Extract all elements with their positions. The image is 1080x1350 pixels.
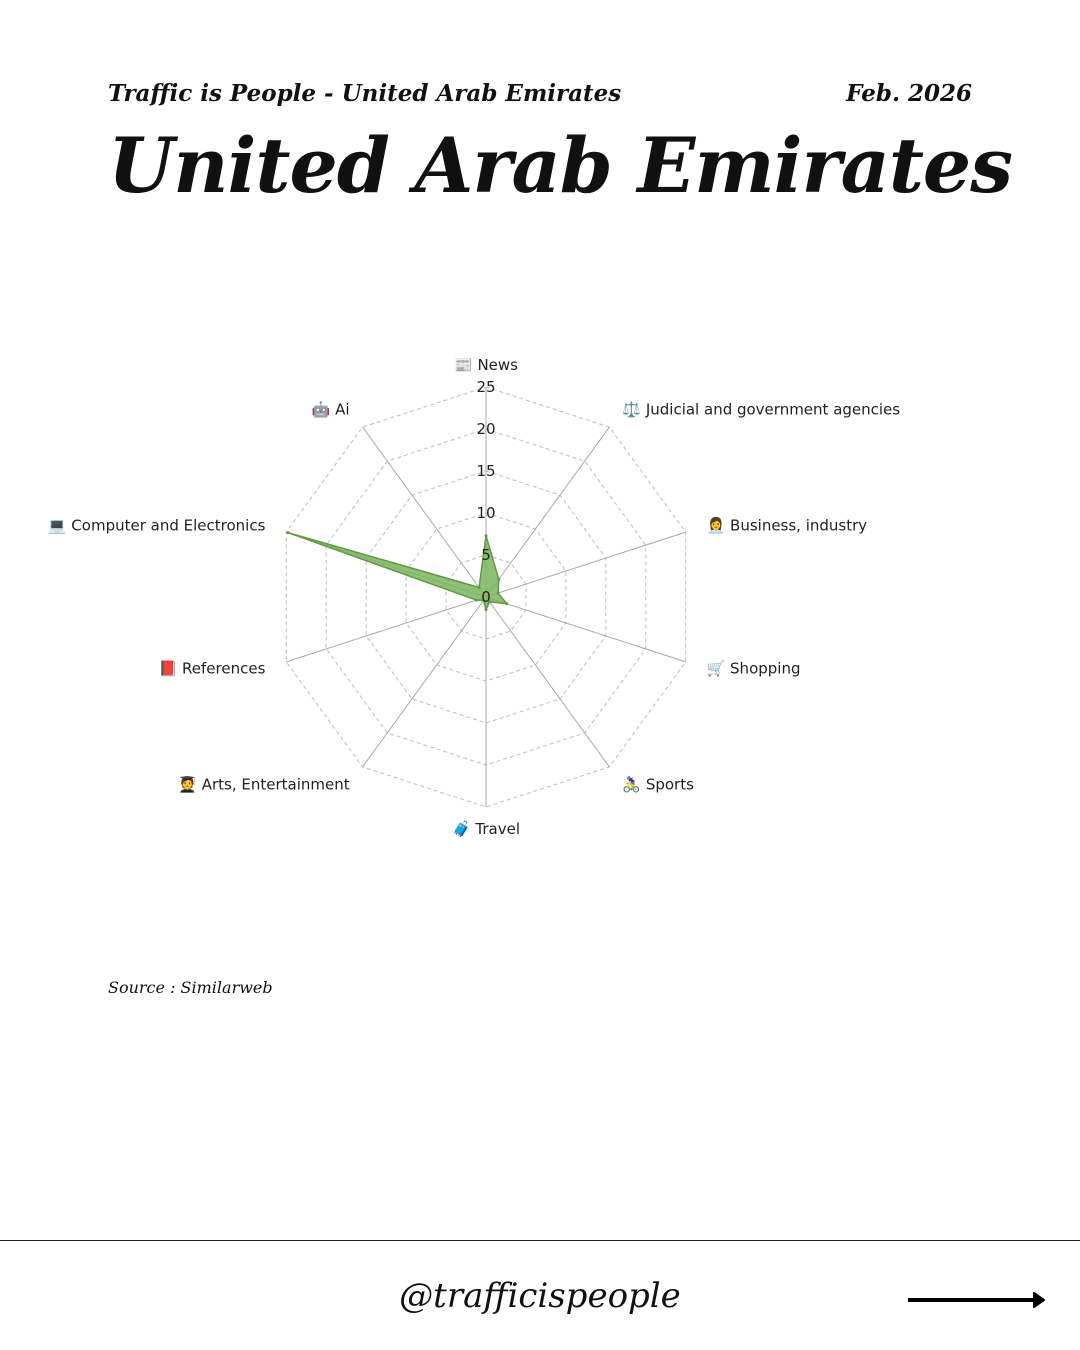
tick-label: 15 bbox=[476, 462, 496, 480]
category-label: 🤖 Ai bbox=[311, 400, 350, 419]
footer-divider bbox=[0, 1240, 1080, 1241]
category-label: 🧑‍🎓 Arts, Entertainment bbox=[178, 775, 350, 794]
data-point bbox=[497, 578, 500, 581]
category-label: 📰 News bbox=[454, 356, 518, 374]
data-point bbox=[485, 608, 488, 611]
axis-spoke bbox=[486, 597, 686, 662]
data-area bbox=[288, 533, 507, 610]
category-label: 🧳 Travel bbox=[451, 820, 521, 838]
tick-label: 0 bbox=[481, 588, 491, 606]
data-point bbox=[485, 534, 488, 537]
data-point bbox=[478, 586, 481, 589]
tick-label: 25 bbox=[476, 378, 496, 396]
source-note: Source : Similarweb bbox=[108, 978, 273, 997]
data-point bbox=[286, 531, 289, 534]
category-label: 💻 Computer and Electronics bbox=[47, 516, 266, 535]
tick-label: 10 bbox=[476, 504, 496, 522]
axis-spoke bbox=[486, 427, 609, 597]
data-point bbox=[475, 599, 478, 602]
tick-label: 5 bbox=[481, 546, 491, 564]
page-title: United Arab Emirates bbox=[108, 121, 1013, 210]
tick-label: 20 bbox=[476, 420, 496, 438]
axis-spoke bbox=[286, 597, 486, 662]
axis-spoke bbox=[363, 597, 486, 767]
category-label: 👩‍💼 Business, industry bbox=[706, 516, 868, 535]
social-handle: @trafficispeople bbox=[399, 1276, 681, 1316]
data-point bbox=[505, 602, 508, 605]
category-label: ⚖️ Judicial and government agencies bbox=[622, 400, 901, 419]
axis-spoke bbox=[486, 597, 609, 767]
category-label: 📕 References bbox=[158, 659, 266, 678]
series-label: Traffic is People - United Arab Emirates bbox=[108, 79, 622, 107]
category-label: 🛒 Shopping bbox=[706, 659, 801, 678]
date-label: Feb. 2026 bbox=[846, 79, 972, 107]
axis-spoke bbox=[486, 532, 686, 597]
arrow-right-icon[interactable] bbox=[906, 1288, 1048, 1312]
data-point bbox=[497, 592, 500, 595]
category-label: 🚴‍♀️ Sports bbox=[622, 775, 694, 794]
